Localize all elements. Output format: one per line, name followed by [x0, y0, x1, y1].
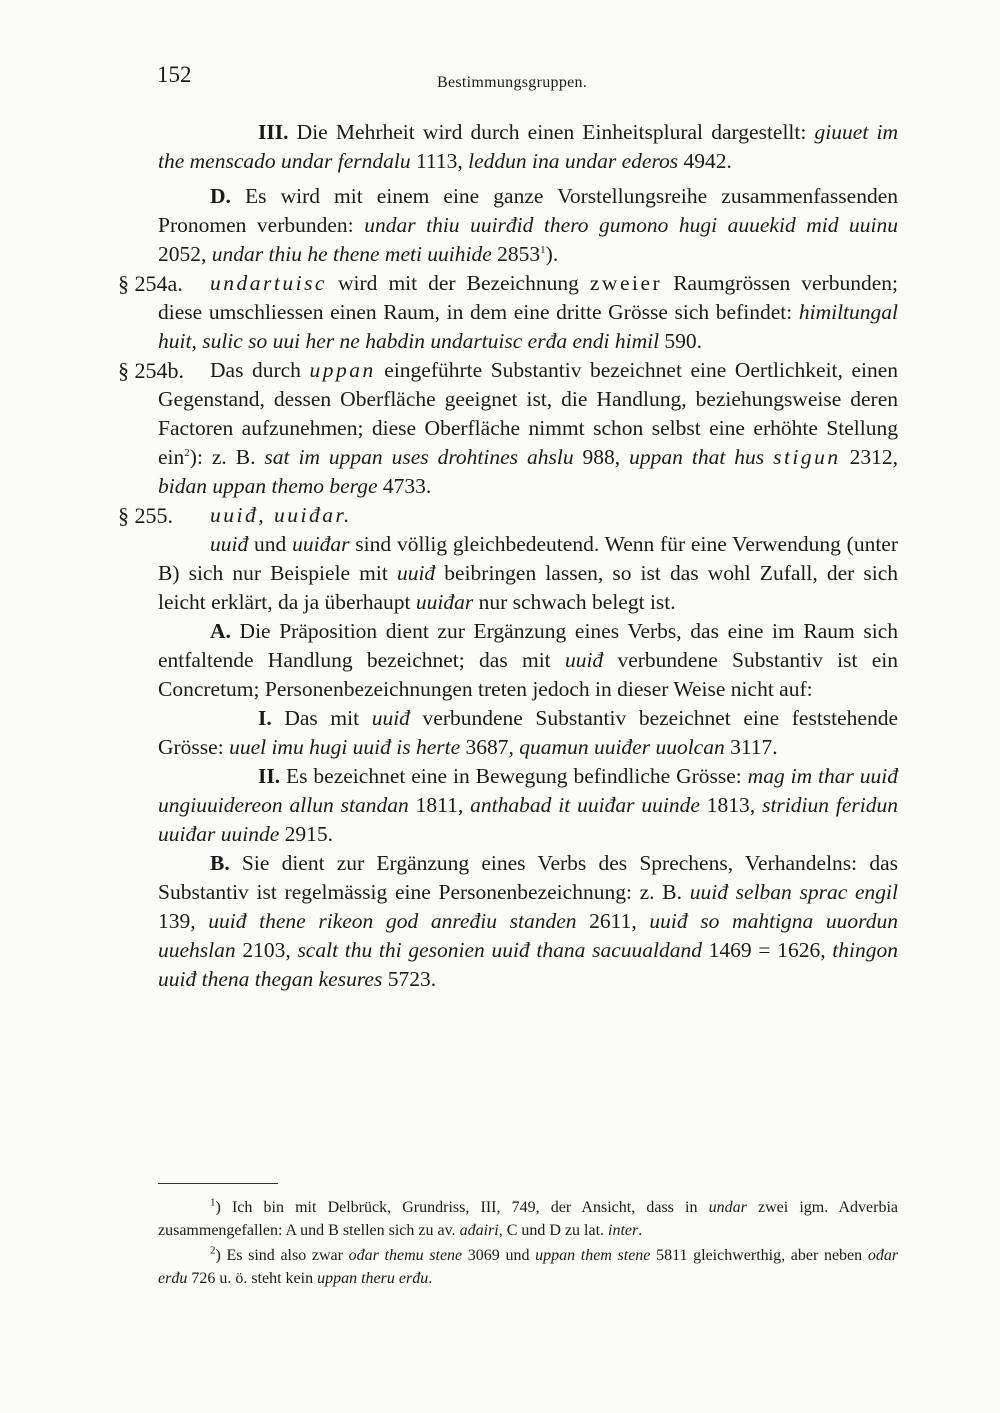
footnote-mark: 2	[210, 1244, 216, 1257]
footnote-1: $^1$) Ich bin mit Delbrück, Grundriss, III, 749, der Ansicht, dass in undar zwei igm. Adverbia zusammengefallen: A und B stellen sich zu av. ađairi, C und D zu lat. inter.	[158, 1196, 898, 1239]
footnote-mark: 1	[210, 1196, 216, 1209]
paragraph-c-iii: III. Die Mehrheit wird durch einen Einheitsplural dargestellt: giuuet im the menscado undar ferndalu 1113, leddun ina undar ederos 4942.	[158, 120, 898, 173]
enum-label: D.	[210, 184, 231, 208]
footnote-ref[interactable]: 2	[184, 446, 190, 459]
paragraph-a: A. Die Präposition dient zur Ergänzung eines Verbs, das eine im Raum sich entfaltende Handlung bezeichnet; das mit uuiđ verbundene Substantiv ist ein Concretum; Personenbezeichnungen treten jedoch in dieser Weise nicht auf:	[158, 619, 898, 701]
section-label-255: § 255.	[118, 503, 173, 528]
paragraph-d: D. Es wird mit einem eine ganze Vorstellungsreihe zusammenfassenden Pronomen verbunden: undar thiu uuirđid thero gumono hugi auuekid mid uuinu 2052, undar thiu he thene meti uuihide 2853$^1$).	[158, 184, 898, 266]
page-body	[118, 118, 899, 994]
enum-label: B.	[210, 851, 230, 875]
footnotes	[158, 1196, 898, 1292]
paragraph-254a: § 254a. undartuisc wird mit der Bezeichnung zweier Raumgrössen verbunden; diese umschliessen einen Raum, in dem eine dritte Grösse sich befindet: himiltungal huit, sulic so uui her ne habdin undartuisc erđa endi himil 590.	[158, 269, 898, 356]
paragraph-a-ii: II. Es bezeichnet eine in Bewegung befindliche Grösse: mag im thar uuiđ ungiuuidereon allun standan 1811, anthabad it uuiđar uuinde 1813, stridiun feridun uuiđar uuinde 2915.	[158, 764, 899, 846]
page-header	[157, 62, 899, 102]
footnote-divider	[158, 1183, 278, 1184]
page-number: 152	[157, 62, 192, 87]
section-label-254a: § 254a.	[118, 271, 183, 296]
footnote-2: $^2$) Es sind also zwar ođar themu stene 3069 und uppan them stene 5811 gleichwerthig, aber neben ođar erđu 726 u. ö. steht kein uppan theru erđu.	[158, 1244, 899, 1287]
paragraph-255-body: uuiđ und uuiđar sind völlig gleichbedeutend. Wenn für eine Verwendung (unter B) sich nur Beispiele mit uuiđ beibringen lassen, so ist das wohl Zufall, der sich leicht erklärt, da ja überhaupt uuiđar nur schwach belegt ist.	[158, 532, 898, 614]
section-label-254b: § 254b.	[118, 358, 184, 383]
enum-label: III.	[258, 120, 289, 144]
footnote-ref[interactable]: 1	[540, 243, 546, 256]
enum-label: I.	[258, 706, 272, 730]
section-heading: uuiđ, uuiđar.	[210, 503, 352, 527]
running-title: Bestimmungsgruppen.	[437, 74, 588, 91]
paragraph-255-heading	[118, 501, 898, 530]
enum-label: A.	[210, 619, 231, 643]
paragraph-b: B. Sie dient zur Ergänzung eines Verbs des Sprechens, Verhandelns: das Substantiv ist regelmässig eine Personenbezeichnung: z. B. uuiđ selban sprac engil 139, uuiđ thene rikeon god anređiu standen 2611, uuiđ so mahtigna uuordun uuehslan 2103, scalt thu thi gesonien uuiđ thana sacuualdand 1469 = 1626, thingon uuiđ thena thegan kesures 5723.	[158, 851, 899, 991]
paragraph-254b: § 254b. Das durch uppan eingeführte Substantiv bezeichnet eine Oertlichkeit, einen Gegenstand, dessen Oberfläche geeignet ist, die Handlung, beziehungsweise deren Factoren aufzunehmen; diese Oberfläche nimmt schon selbst eine erhöhte Stellung ein$^2$): z. B. sat im uppan uses drohtines ahslu 988, uppan that hus stigun 2312, bidan uppan themo berge 4733.	[158, 356, 898, 501]
enum-label: II.	[258, 764, 281, 788]
paragraph-a-i: I. Das mit uuiđ verbundene Substantiv bezeichnet eine feststehende Grösse: uuel imu hugi uuiđ is herte 3687, quamun uuiđer uuolcan 3117.	[158, 706, 899, 759]
